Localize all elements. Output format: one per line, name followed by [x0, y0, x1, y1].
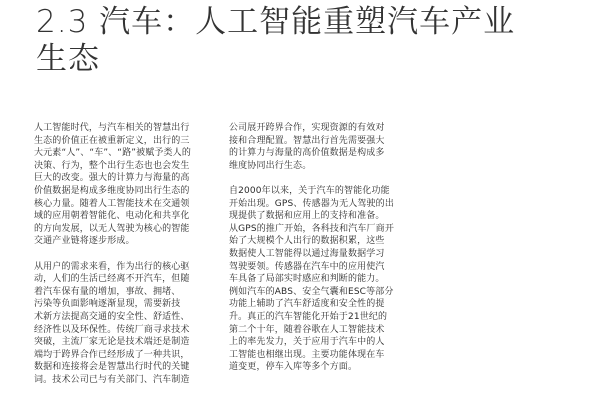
paragraph: [34, 122, 220, 248]
text-line: 公司展开跨界合作，实现资源的有效对: [229, 123, 385, 133]
text-line: 域的应用朝着智能化、电动化和共享化: [34, 211, 190, 222]
section-heading: [36, 4, 596, 78]
right-text-column: [229, 122, 415, 374]
paragraph-gap: [229, 172, 415, 185]
text-line: 决策、行为，整个出行生态也也会发生: [34, 160, 190, 171]
text-line: 的计算力与海量的高价值数据是构成多: [229, 148, 385, 159]
text-line: 术新方法提高交通的安全性、舒适性、: [34, 311, 190, 322]
text-line: 污染等负面影响逐渐显现，需要新技: [34, 299, 181, 310]
text-line: 经济性以及环保性。传统厂商寻求技术: [34, 324, 190, 335]
text-line: 的方向发展，以无人驾驶为核心的智能: [34, 223, 190, 234]
paragraph: [34, 261, 220, 387]
text-line: 例如汽车的ABS、安全气囊和ESC等部分: [229, 286, 394, 297]
text-line: 着汽车保有量的增加，事故、拥堵、: [34, 286, 181, 297]
section-heading-line: 生态: [36, 41, 100, 77]
text-line: 始了大规模个人出行的数据积累，这些: [229, 236, 385, 247]
text-line: 现提供了数据和应用上的支持和准备。: [229, 211, 385, 222]
text-line: 价值数据是构成多维度协同出行生态的: [34, 185, 190, 196]
text-line: 数据和连接将会是智慧出行时代的关键: [34, 362, 190, 373]
text-line: 开始出现。GPS、传感器为无人驾驶的出: [229, 198, 394, 209]
text-line: 从GPS的推广开始，各科技和汽车厂商开: [229, 223, 394, 234]
text-line: 功能上辅助了汽车舒适度和安全性的提: [229, 299, 385, 310]
text-line: 动，人们的生活已经离不开汽车，但随: [34, 274, 190, 285]
text-line: 自2000年以来，关于汽车的智能化功能: [229, 185, 390, 196]
text-line: 工智能也相继出现。主要功能体现在车: [229, 349, 385, 360]
text-line: 交通产业链将逐步形成。: [34, 236, 135, 247]
text-line: 数据使人工智能得以通过海量数据学习: [229, 248, 385, 259]
text-line: 驾驶要领。传感器在汽车中的应用使汽: [229, 261, 385, 272]
text-line: 道变更，停车入库等多个方面。: [229, 362, 358, 373]
text-line: 词。技术公司已与有关部门、汽车制造: [34, 374, 190, 385]
text-line: 接和合理配置。智慧出行首先需要强大: [229, 135, 385, 146]
text-line: 人工智能时代，与汽车相关的智慧出行: [34, 123, 190, 133]
text-line: 第二个十年，随着谷歌在人工智能技术: [229, 324, 385, 335]
text-line: 巨大的改变。强大的计算力与海量的高: [34, 173, 190, 184]
left-text-column: [34, 122, 220, 386]
text-line: 维度协同出行生态。: [229, 160, 312, 171]
paragraph: [229, 185, 415, 374]
text-line: 突破，主流厂家无论是技术端还是制造: [34, 337, 190, 348]
text-line: 上的率先发力，关于应用于汽车中的人: [229, 337, 385, 348]
text-line: 从用户的需求来看，作为出行的核心驱: [34, 261, 190, 272]
text-line: 核心力量。随着人工智能技术在交通领: [34, 198, 190, 209]
paragraph-gap: [34, 248, 220, 261]
paragraph: [229, 122, 415, 172]
section-heading-line: 2.3 汽车：人工智能重塑汽车产业: [36, 4, 516, 40]
text-line: 车具备了局部实时感应和判断的能力。: [229, 274, 385, 285]
text-line: 大元素“人”、“车”、“路”被赋予类人的: [34, 148, 191, 159]
text-line: 升。真正的汽车智能化开始于21世纪的: [229, 311, 388, 322]
text-line: 生态的价值正在被重新定义，出行的三: [34, 135, 190, 146]
text-line: 端均于跨界合作已经形成了一种共识，: [34, 349, 190, 360]
